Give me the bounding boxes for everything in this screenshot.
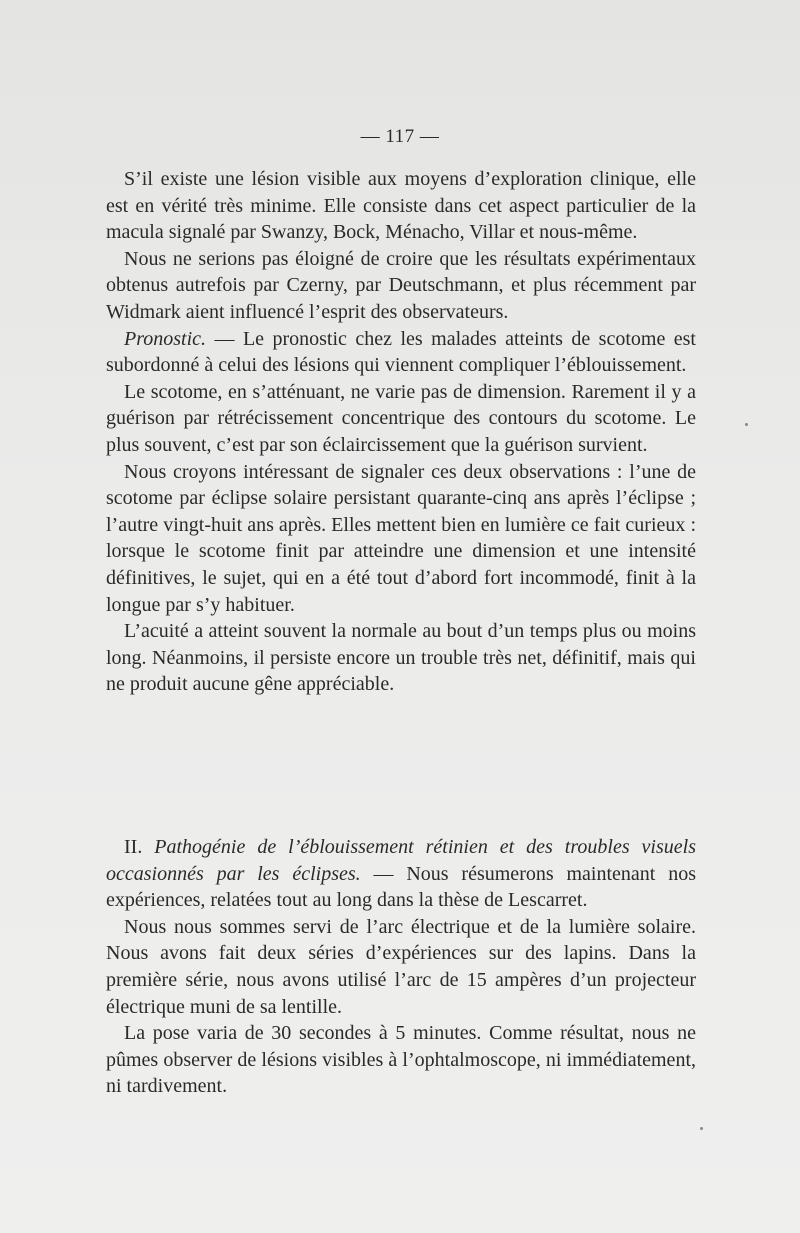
paragraph-text: Le scotome, en s’atténuant, ne varie pas de dimension. Rarement il y a guérison par rétrécissement concentrique des contours du scotome. Le plus souvent, c’est par son éclaircissement que la guérison survient.: [106, 380, 696, 456]
paragraph-text: Nous croyons intéressant de signaler ces deux observations : l’une de scotome par éclipse solaire persistant quarante-cinq ans après l’éclipse ; l’autre vingt-huit ans après. Elles mettent bien en lumière ce fait curieux : lorsque le scotome finit par atteindre une dimension et une intensité définitives, le sujet, qui en a été tout d’abord fort incommodé, finit à la longue par s’y habituer.: [106, 460, 696, 616]
paragraph-text: Nous ne serions pas éloigné de croire que les résultats expérimentaux obtenus autrefois par Czerny, par Deutschmann, et plus récemment par Widmark aient influencé l’esprit des observateurs.: [106, 247, 696, 323]
paragraph-pronostic: [106, 326, 696, 379]
paragraph-section-ii: [106, 834, 696, 914]
section-numeral: II.: [124, 836, 155, 858]
paragraph-text: — Le pronostic chez les malades atteints de scotome est subordonné à celui des lésions qui viennent compliquer l’éblouissement.: [106, 327, 696, 377]
paragraph-lesion: [106, 166, 696, 246]
paragraph-text: L’acuité a atteint souvent la normale au bout d’un temps plus ou moins long. Néanmoins, il persiste encore un trouble très net, définitif, mais qui ne produit aucune gêne appréciable.: [106, 620, 696, 696]
section-heading: Pathogénie de l’éblouissement rétinien et des troubles visuels occasionnés par les éclipses.: [106, 836, 696, 885]
paragraph-acuite: [106, 618, 696, 698]
paragraph-text: Nous nous sommes servi de l’arc électrique et de la lumière solaire. Nous avons fait deux séries d’expériences sur des lapins. Dans la première série, nous avons utilisé l’arc de 15 ampères d’un projecteur électrique muni de sa lentille.: [106, 915, 696, 1018]
paper-speck: [745, 423, 748, 426]
paragraph-experimental-results: [106, 246, 696, 326]
text-block-upper: [106, 166, 696, 698]
page-number: — 117 —: [360, 126, 440, 147]
paragraph-pose: [106, 1020, 696, 1100]
paragraph-text: — Nous résumerons maintenant nos expériences, relatées tout au long dans la thèse de Lescarret.: [106, 862, 696, 912]
text-block-lower: [106, 834, 696, 1100]
paragraph-arc-electrique: [106, 914, 696, 1020]
paper-speck: [700, 1127, 703, 1130]
paragraph-text: La pose varia de 30 secondes à 5 minutes. Comme résultat, nous ne pûmes observer de lésions visibles à l’ophtalmoscope, ni immédiatement, ni tardivement.: [106, 1022, 696, 1098]
pronostic-heading: Pronostic.: [124, 327, 207, 350]
paragraph-observations: [106, 459, 696, 619]
paragraph-scotome-dimension: [106, 379, 696, 459]
paragraph-text: S’il existe une lésion visible aux moyens d’exploration clinique, elle est en vérité très minime. Elle consiste dans cet aspect particulier de la macula signalé par Swanzy, Bock, Ménacho, Villar et nous-même.: [106, 168, 696, 244]
